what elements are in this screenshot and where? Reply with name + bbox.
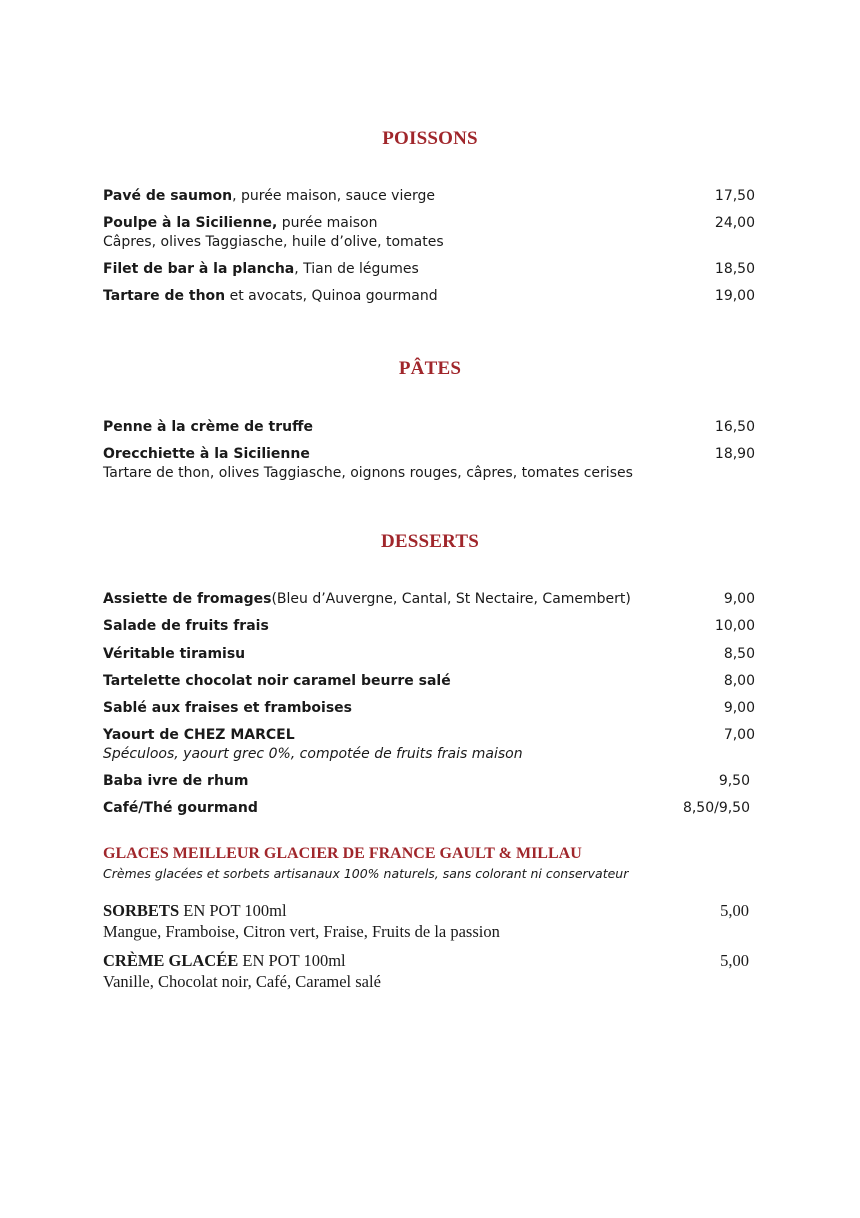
menu-item [103, 445, 763, 483]
menu-item [103, 799, 763, 818]
item-name: Baba ivre de rhum [103, 773, 249, 789]
item-price: 18,50 [714, 261, 755, 277]
item-desc: et avocats, Quinoa gourmand [225, 288, 438, 304]
menu-item [103, 617, 763, 636]
menu-item [103, 672, 763, 691]
item-price: 9,50 [718, 773, 750, 789]
item-name: CRÈME GLACÉE [103, 951, 239, 970]
item-name: Tartare de thon [103, 288, 226, 304]
item-subtext: Mangue, Framboise, Citron vert, Fraise, Fruits de la passion [103, 922, 500, 941]
item-name: Sablé aux fraises et framboises [103, 700, 353, 716]
menu-item [103, 214, 763, 252]
item-name: Café/Thé gourmand [103, 800, 258, 816]
item-desc: EN POT 100ml [238, 951, 346, 970]
item-price: 19,00 [714, 288, 755, 304]
item-subtext: Spéculoos, yaourt grec 0%, compotée de fruits frais maison [103, 746, 523, 762]
item-price: 8,50 [723, 646, 755, 662]
menu-item [103, 287, 763, 306]
item-name: Tartelette chocolat noir caramel beurre salé [103, 673, 451, 689]
item-price: 5,00 [720, 901, 749, 920]
menu-item [103, 726, 763, 764]
item-price: 18,90 [714, 446, 755, 462]
item-name: Poulpe à la Sicilienne, [103, 215, 278, 231]
item-name: Véritable tiramisu [103, 646, 246, 662]
item-name: Penne à la crème de truffe [103, 419, 313, 435]
item-price: 24,00 [714, 215, 755, 231]
item-price: 17,50 [714, 188, 755, 204]
menu-item [103, 260, 763, 279]
section-title-poissons: POISSONS [382, 128, 478, 149]
item-name: Assiette de fromages [103, 591, 272, 607]
item-price: 9,00 [723, 700, 755, 716]
glaces-title: GLACES MEILLEUR GLACIER DE FRANCE GAULT & MILLAU [103, 845, 582, 862]
item-name: Yaourt de CHEZ MARCEL [103, 727, 295, 743]
item-price: 8,50/9,50 [682, 800, 750, 816]
item-desc: purée maison [277, 215, 378, 231]
item-price: 5,00 [720, 951, 749, 970]
item-name: Salade de fruits frais [103, 618, 269, 634]
item-name: SORBETS [103, 901, 180, 920]
item-name: Orecchiette à la Sicilienne [103, 446, 310, 462]
glaces-note: Crèmes glacées et sorbets artisanaux 100% naturels, sans colorant ni conservateur [103, 866, 629, 881]
section-title-desserts: DESSERTS [380, 531, 480, 552]
item-price: 9,00 [723, 591, 755, 607]
menu-item [103, 590, 763, 609]
item-name: Pavé de saumon [103, 188, 233, 204]
item-name: Filet de bar à la plancha [103, 261, 295, 277]
item-subtext: Vanille, Chocolat noir, Café, Caramel salé [103, 972, 381, 991]
menu-item [103, 699, 763, 718]
menu-item [103, 418, 763, 437]
item-price: 10,00 [714, 618, 755, 634]
menu-item [103, 187, 763, 206]
item-desc: , Tian de légumes [294, 261, 419, 277]
item-subtext: Câpres, olives Taggiasche, huile d’olive, tomates [103, 234, 444, 250]
item-price: 7,00 [723, 727, 755, 743]
item-desc: , purée maison, sauce vierge [232, 188, 435, 204]
menu-item [103, 950, 763, 992]
menu-item [103, 772, 763, 791]
item-price: 8,00 [723, 673, 755, 689]
menu-item [103, 900, 763, 942]
item-desc: EN POT 100ml [179, 901, 287, 920]
menu-item [103, 645, 763, 664]
item-price: 16,50 [714, 419, 755, 435]
item-subtext: Tartare de thon, olives Taggiasche, oignons rouges, câpres, tomates cerises [103, 465, 633, 481]
item-desc: (Bleu d’Auvergne, Cantal, St Nectaire, Camembert) [271, 591, 631, 607]
section-title-pates: PÂTES [398, 358, 462, 379]
